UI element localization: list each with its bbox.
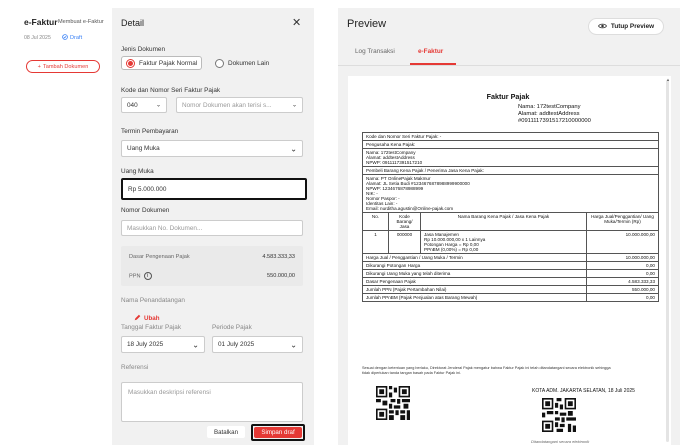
document-date: 08 Jul 2025: [24, 35, 51, 41]
detail-title: Detail: [121, 18, 145, 28]
add-document-button[interactable]: [26, 60, 100, 73]
detail-line: Nama: 172testCompany: [366, 150, 416, 155]
item-harga: 10.000.000,00: [587, 231, 659, 254]
tanggal-faktur-label: Tanggal Faktur Pajak: [121, 324, 182, 331]
summary-value: 10.000.000,00: [587, 254, 659, 262]
close-preview-label: Tutup Preview: [610, 23, 655, 30]
detail-line: Email: nurditha.agustin@Online-pajak.com: [366, 206, 454, 211]
plus-icon: +: [37, 63, 41, 70]
detail-line: NIK: -: [366, 191, 378, 196]
nomor-placeholder: Nomor Dokumen akan terisi s...: [182, 101, 272, 109]
tax-summary-box: [121, 246, 303, 286]
termin-value: Uang Muka: [127, 145, 160, 152]
item-line: Rp 10.000.000,00 x 1 Lainnya: [424, 237, 486, 242]
draft-status-icon: [62, 34, 68, 42]
referensi-label: Referensi: [121, 364, 149, 371]
col-header-harga: Harga Jual/Penggantian/ Uang Muka/Termin (Rp): [587, 213, 659, 231]
faktur-document: [348, 76, 671, 445]
table-row: [363, 270, 659, 278]
signed-electronically-note: Ditandatangani secara elektronik: [531, 439, 590, 444]
pengusaha-header-cell: Pengusaha Kena Pajak:: [363, 141, 659, 149]
kode-nomor-cell: Kode dan Nomor Seri Faktur Pajak: -: [363, 133, 659, 141]
header-line: #0911117391517210000000: [518, 118, 591, 124]
item-line: Potongan Harga = Rp 0,00: [424, 242, 479, 247]
summary-label: Dikurangi Uang Muka yang telah diterima: [363, 270, 587, 278]
summary-label: Dikurangi Potongan Harga: [363, 262, 587, 270]
detail-line: NPWP: 0911117391517210: [366, 160, 423, 165]
kode-nomor-label: Kode dan Nomor Seri Faktur Pajak: [121, 87, 221, 94]
scroll-up-icon[interactable]: ▲: [666, 77, 670, 82]
detail-panel: [112, 8, 314, 445]
nomor-dokumen-select[interactable]: [176, 97, 303, 113]
summary-label: Jumlah PPN (Pajak Pertambahan Nilai): [363, 286, 587, 294]
table-row: [363, 254, 659, 262]
app-title: e-Faktur: [24, 17, 58, 27]
summary-label: Jumlah PPnBM (Pajak Penjualan atas Barang Mewah): [363, 294, 587, 302]
item-no: 1: [363, 231, 389, 254]
document-scrollbar[interactable]: [666, 80, 669, 442]
document-list-panel: [0, 0, 112, 445]
signature-qr-code-icon: [542, 398, 576, 432]
detail-line: Nama: PT OnlinePajak Makmur: [366, 176, 431, 181]
radio-label: Faktur Pajak Normal: [139, 59, 198, 67]
col-header-kode: Kode Barang/ Jasa: [389, 213, 421, 231]
uang-muka-value: Rp 5.000.000: [128, 185, 167, 193]
detail-line: Alamat: JL Setia Budi #1234676878988999900000: [366, 181, 470, 186]
chevron-down-icon: ⌄: [290, 144, 297, 153]
table-row: [363, 167, 659, 175]
ppn-label: PPN: [129, 273, 141, 280]
table-header-row: [363, 213, 659, 231]
summary-label: Harga Jual / Penggantian / Uang Muka / Termin: [363, 254, 587, 262]
dpp-label: Dasar Pengenaan Pajak: [129, 254, 190, 260]
faktur-table: [362, 132, 659, 302]
table-row: [363, 175, 659, 213]
header-line: Nama: 172testCompany: [518, 104, 581, 110]
kode-value: 040: [127, 101, 138, 109]
table-row: [363, 278, 659, 286]
preview-title: Preview: [347, 18, 387, 30]
periode-pajak-label: Periode Pajak: [212, 324, 252, 331]
termin-label: Termin Pembayaran: [121, 128, 179, 135]
pembeli-header-cell: Pembeli Barang Kena Pajak / Penerima Jasa Kena Pajak:: [363, 167, 659, 175]
nomor-dokumen-label: Nomor Dokumen: [121, 207, 170, 214]
close-preview-button[interactable]: [588, 18, 664, 35]
item-description: [421, 231, 587, 254]
radio-dokumen-lain[interactable]: [215, 56, 269, 70]
radio-faktur-pajak-normal[interactable]: [121, 56, 202, 70]
jenis-dokumen-label: Jenis Dokumen: [121, 46, 166, 53]
table-row: [363, 262, 659, 270]
radio-selected-icon: [126, 59, 135, 68]
summary-value: 4.583.333,33: [587, 278, 659, 286]
info-icon[interactable]: i: [144, 272, 152, 280]
penandatangan-label: Nama Penandatangan: [121, 297, 185, 304]
col-header-nama: Nama Barang Kena Pajak / Jasa Kena Pajak: [421, 213, 587, 231]
item-line: PPnBM (0,00%) = Rp 0,00: [424, 247, 479, 252]
save-draft-button-frame: [251, 424, 305, 441]
dpp-value: 4.583.333,33: [262, 254, 295, 260]
detail-line: NPWP: 1234676878988999: [366, 186, 424, 191]
summary-value: 0,00: [587, 270, 659, 278]
termin-select[interactable]: [121, 140, 303, 157]
tab-log-transaksi[interactable]: Log Transaksi: [355, 48, 395, 55]
ppn-row: [129, 272, 152, 280]
uang-muka-input[interactable]: [121, 178, 307, 200]
preview-panel: [338, 8, 680, 445]
status-label: Draft: [70, 35, 83, 41]
eye-icon: [598, 23, 607, 31]
table-row: [363, 294, 659, 302]
header-line: Alamat: addtestAddress: [518, 111, 580, 117]
close-icon[interactable]: ✕: [292, 17, 302, 29]
summary-value: 0,00: [587, 294, 659, 302]
chevron-down-icon: ⌄: [192, 340, 199, 349]
ppn-value: 550.000,00: [267, 273, 295, 279]
add-document-label: Tambah Dokumen: [42, 63, 89, 70]
electronic-signature-note: Sesuai dengan ketentuan yang berlaku, Direktorat Jenderal Pajak mengatur bahwa Faktur Pajak ini telah ditandatangani secara elektronik sehingga tidak diperlukan tanda tangan basah pada Faktur Pajak ini.: [362, 366, 611, 375]
cancel-button[interactable]: Batalkan: [207, 426, 245, 438]
radio-unselected-icon: [215, 59, 224, 68]
pencil-icon: [134, 314, 141, 323]
faktur-title: Faktur Pajak: [486, 92, 530, 101]
tanggal-faktur-select[interactable]: [121, 336, 205, 353]
summary-label: Dasar Pengenaan Pajak: [363, 278, 587, 286]
item-line: Jasa Manajemen: [424, 232, 459, 237]
table-row: [363, 231, 659, 254]
qr-code-icon: [376, 386, 410, 420]
nomor-dokumen-input[interactable]: [121, 220, 303, 236]
save-draft-button[interactable]: Simpan draf: [254, 427, 302, 438]
referensi-textarea[interactable]: Masukkan deskripsi referensi: [121, 382, 303, 422]
chevron-down-icon: ⌄: [291, 102, 297, 109]
chevron-down-icon: ⌄: [155, 102, 161, 109]
detail-line: Alamat: addtestAddress: [366, 155, 415, 160]
active-tab-indicator: [410, 63, 456, 65]
tab-divider: [338, 65, 680, 66]
app-subtitle: Membuat e-Faktur: [58, 19, 104, 25]
ubah-label: Ubah: [144, 315, 160, 322]
summary-value: 0,00: [587, 262, 659, 270]
table-row: [363, 149, 659, 167]
nomor-dokumen-placeholder: Masukkan No. Dokumen...: [127, 224, 203, 232]
kode-select[interactable]: [121, 97, 167, 113]
table-row: [363, 286, 659, 294]
detail-line: Nomor Paspor: -: [366, 196, 400, 201]
periode-pajak-select[interactable]: [212, 336, 303, 353]
table-row: [363, 133, 659, 141]
pengusaha-detail-cell: [363, 149, 659, 167]
pembeli-detail-cell: [363, 175, 659, 213]
tab-e-faktur[interactable]: e-Faktur: [418, 48, 444, 55]
uang-muka-label: Uang Muka: [121, 168, 154, 175]
summary-value: 550.000,00: [587, 286, 659, 294]
col-header-no: No.: [363, 213, 389, 231]
tanggal-faktur-value: 18 July 2025: [127, 341, 164, 348]
table-row: [363, 141, 659, 149]
periode-pajak-value: 01 July 2025: [218, 341, 255, 348]
detail-line: Identitas Lain: -: [366, 201, 398, 206]
status-badge: [62, 34, 82, 42]
radio-label: Dokumen Lain: [228, 59, 270, 67]
ubah-penandatangan-button[interactable]: [134, 314, 159, 323]
item-kode: 000000: [389, 231, 421, 254]
kota-tanggal: KOTA ADM. JAKARTA SELATAN, 18 Juli 2025: [532, 388, 635, 394]
chevron-down-icon: ⌄: [290, 340, 297, 349]
